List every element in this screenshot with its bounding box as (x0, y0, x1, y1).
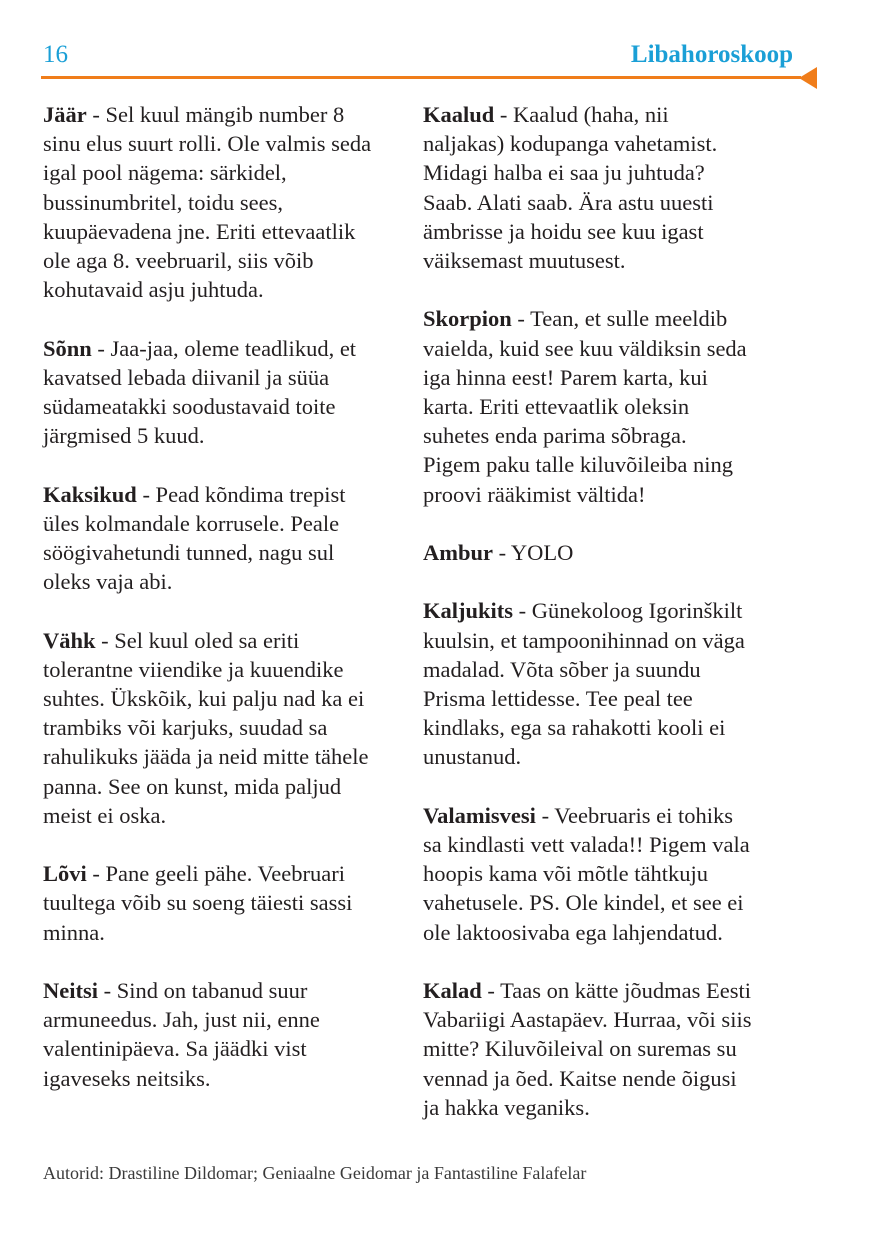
sign-name: Lõvi (43, 861, 87, 887)
section-title: Libahoroskoop (630, 41, 793, 68)
horoscope-entry-neitsi (43, 976, 413, 1093)
entry-text: - Pead kõndima trepist üles kolmandale korrusele. Peale söögivahetundi tunned, nagu sul oleks vaja abi. (43, 481, 346, 595)
sign-name: Skorpion (423, 306, 512, 332)
horoscope-entry-skorpion (423, 304, 795, 508)
sign-name: Neitsi (43, 978, 98, 1004)
footer-credits: Autorid: Drastiline Dildomar; Geniaalne Geidomar ja Fantastiline Falafelar (43, 1163, 587, 1183)
sign-name: Kaksikud (43, 481, 137, 507)
entry-text: - Jaa-jaa, oleme teadlikud, et kavatsed lebada diivanil ja süüa südameatakki soodustavaid toite järgmised 5 kuud. (43, 335, 357, 449)
sign-name: Valamisvesi (423, 802, 536, 828)
sign-name: Kalad (423, 978, 482, 1004)
header-divider (41, 76, 801, 79)
entry-text: - Pane geeli pähe. Veebruari tuultega võib su soeng täiesti sassi minna. (43, 861, 353, 945)
entry-text: - Sind on tabanud suur armuneedus. Jah, just nii, enne valentinipäeva. Sa jäädki vist igaveseks neitsiks. (43, 978, 320, 1091)
entry-text: - Kaalud (haha, nii naljakas) kodupanga vahetamist. Midagi halba ei saa ju juhtuda? Saab. Alati saab. Ära astu uuesti ämbrisse ja hoidu see kuu igast väiksemast muutusest. (423, 102, 718, 274)
sign-name: Vähk (43, 627, 96, 653)
entry-text: - Sel kuul oled sa eriti tolerantne viiendike ja kuuendike suhtes. Ükskõik, kui palju nad ka ei trambiks või karjuks, suudad sa rahulikuks jääda ja neid mitte tähele panna. See on kunst, mida paljud meist ei oska. (43, 627, 369, 828)
entry-text: - Tean, et sulle meeldib vaielda, kuid see kuu väldiksin seda iga hinna eest! Parem karta, kui karta. Eriti ettevaatlik oleksin suhetes enda parima sõbraga. Pigem paku talle kiluvõileiba ning proovi rääkimist vältida! (423, 306, 747, 507)
horoscope-entry-sonn (43, 334, 413, 451)
entry-text: - Taas on kätte jõudmas Eesti Vabariigi Aastapäev. Hurraa, või siis mitte? Kiluvõileival on suremas su vennad ja õed. Kaitse nende õigusi ja hakka veganiks. (423, 978, 752, 1120)
entry-text: - Veebruaris ei tohiks sa kindlasti vett valada!! Pigem vala hoopis kama või mõtle tähtkuju vahetusele. PS. Ole kindel, et see ei ole laktoosivaba ega lahjendatud. (423, 802, 750, 945)
right-column (423, 100, 795, 1151)
entry-text: - Günekoloog Igorinškilt kuulsin, et tampoonihinnad on väga madalad. Võta sõber ja suundu Prisma lettidesse. Tee peal tee kindlaks, ega sa rahakotti kooli ei unustanud. (423, 598, 745, 770)
arrow-left-icon (799, 67, 817, 89)
entry-text: - Sel kuul mängib number 8 sinu elus suurt rolli. Ole valmis seda igal pool nägema: särkidel, bussinumbritel, toidu sees, kuupäevadena jne. Eriti ettevaatlik ole aga 8. veebruaril, siis võib kohutavaid asju juhtuda. (43, 102, 372, 303)
horoscope-entry-kaalud (423, 100, 795, 275)
sign-name: Kaljukits (423, 598, 514, 624)
entry-text: - YOLO (493, 540, 574, 566)
left-column (43, 100, 413, 1122)
horoscope-entry-jaar (43, 100, 413, 304)
horoscope-entry-valamisvesi (423, 801, 795, 947)
horoscope-entry-vahk (43, 626, 413, 830)
horoscope-entry-ambur (423, 538, 795, 567)
sign-name: Jäär (43, 102, 87, 127)
horoscope-entry-kaljukits (423, 596, 795, 771)
horoscope-entry-kaksikud (43, 480, 413, 597)
sign-name: Ambur (423, 540, 494, 566)
page-header (0, 0, 875, 100)
sign-name: Kaalud (423, 102, 495, 127)
horoscope-entry-lovi (43, 859, 413, 947)
horoscope-entry-kalad (423, 976, 795, 1122)
sign-name: Sõnn (43, 335, 92, 361)
page-number: 16 (43, 41, 68, 68)
